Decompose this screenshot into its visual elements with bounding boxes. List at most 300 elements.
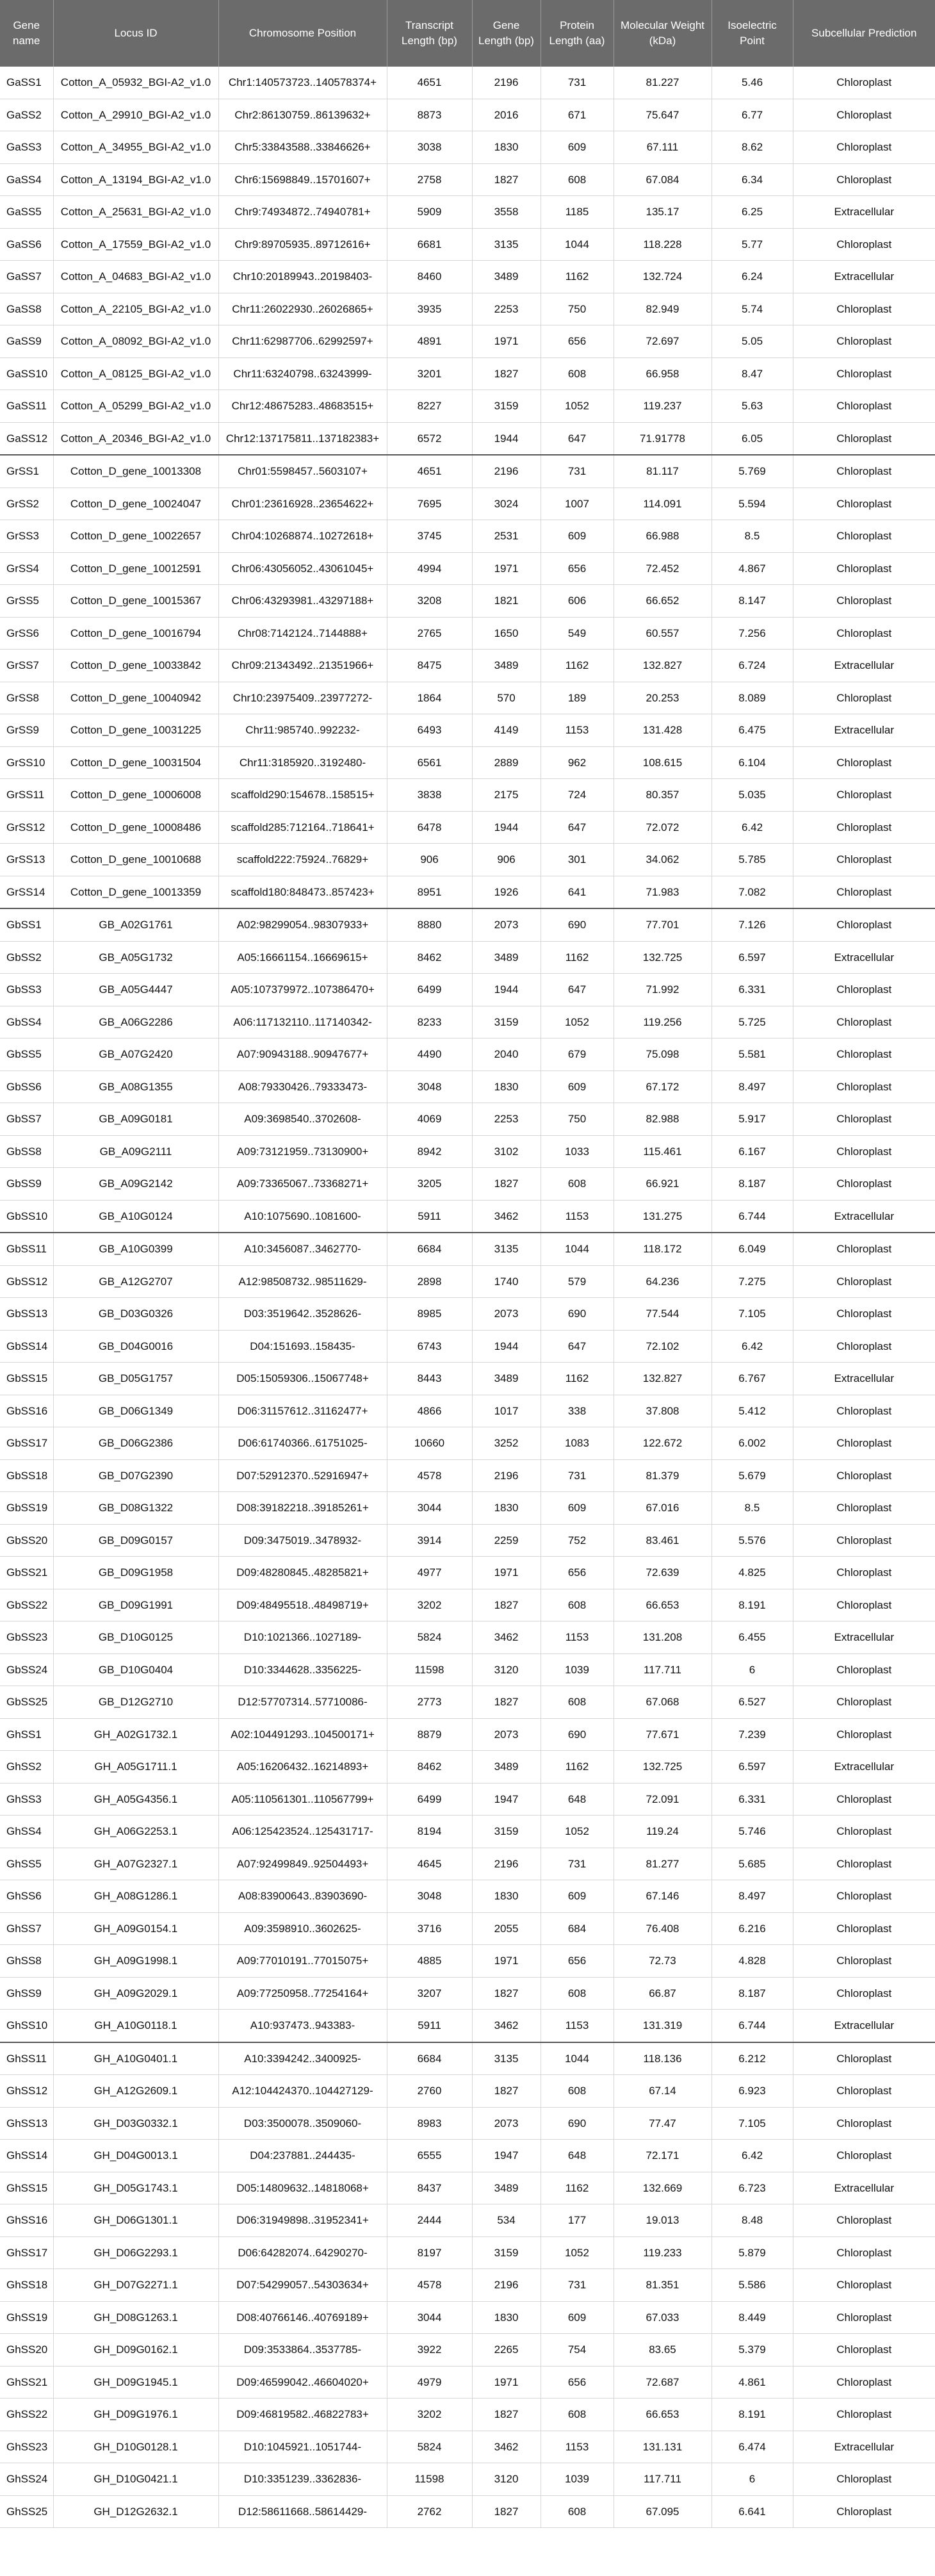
- subcellular-prediction-cell: Chloroplast: [793, 325, 935, 358]
- isoelectric-point-cell: 7.256: [711, 617, 793, 650]
- molecular-weight-cell: 81.379: [614, 1459, 711, 1492]
- molecular-weight-cell: 71.91778: [614, 422, 711, 455]
- isoelectric-point-cell: 8.5: [711, 1492, 793, 1525]
- chromosome-position-cell: A09:73121959..73130900+: [218, 1135, 387, 1168]
- chromosome-position-cell: A09:3698540..3702608-: [218, 1103, 387, 1136]
- locus-id-cell: GH_A05G1711.1: [53, 1751, 218, 1784]
- gene-length-cell: 2073: [472, 908, 541, 941]
- gene-name-cell: GhSS24: [0, 2463, 53, 2496]
- gene-name-cell: GhSS5: [0, 1848, 53, 1880]
- protein-length-cell: 1153: [541, 2010, 614, 2042]
- gene-name-cell: GrSS14: [0, 876, 53, 908]
- gene-length-cell: 2265: [472, 2334, 541, 2367]
- isoelectric-point-cell: 6.167: [711, 1135, 793, 1168]
- isoelectric-point-cell: 6.597: [711, 1751, 793, 1784]
- transcript-length-cell: 8942: [387, 1135, 472, 1168]
- protein-length-cell: 731: [541, 1459, 614, 1492]
- subcellular-prediction-cell: Chloroplast: [793, 99, 935, 131]
- protein-length-cell: 1153: [541, 1621, 614, 1654]
- gene-length-cell: 1830: [472, 1880, 541, 1913]
- table-row: [0, 1686, 935, 1719]
- table-row: [0, 1880, 935, 1913]
- isoelectric-point-cell: 5.725: [711, 1006, 793, 1038]
- isoelectric-point-cell: 6: [711, 1653, 793, 1686]
- transcript-length-cell: 3044: [387, 2301, 472, 2334]
- isoelectric-point-cell: 4.828: [711, 1945, 793, 1978]
- molecular-weight-cell: 77.671: [614, 1718, 711, 1751]
- gene-name-cell: GhSS1: [0, 1718, 53, 1751]
- molecular-weight-cell: 66.921: [614, 1168, 711, 1201]
- molecular-weight-cell: 37.808: [614, 1395, 711, 1427]
- transcript-length-cell: 6499: [387, 1783, 472, 1816]
- molecular-weight-cell: 60.557: [614, 617, 711, 650]
- chromosome-position-cell: A08:83900643..83903690-: [218, 1880, 387, 1913]
- isoelectric-point-cell: 8.147: [711, 585, 793, 618]
- chromosome-position-cell: D08:40766146..40769189+: [218, 2301, 387, 2334]
- protein-length-cell: 1162: [541, 261, 614, 293]
- column-header: Gene Length (bp): [472, 0, 541, 67]
- locus-id-cell: GH_A10G0401.1: [53, 2042, 218, 2075]
- molecular-weight-cell: 80.357: [614, 779, 711, 812]
- locus-id-cell: GH_A10G0118.1: [53, 2010, 218, 2042]
- transcript-length-cell: 6555: [387, 2140, 472, 2172]
- protein-length-cell: 671: [541, 99, 614, 131]
- gene-length-cell: 4149: [472, 714, 541, 747]
- chromosome-position-cell: D03:3500078..3509060-: [218, 2107, 387, 2140]
- gene-length-cell: 3462: [472, 1200, 541, 1233]
- locus-id-cell: GH_D06G2293.1: [53, 2236, 218, 2269]
- gene-length-cell: 1830: [472, 2301, 541, 2334]
- gene-length-cell: 1971: [472, 325, 541, 358]
- chromosome-position-cell: Chr9:89705935..89712616+: [218, 228, 387, 261]
- transcript-length-cell: 3038: [387, 131, 472, 164]
- gene-name-cell: GhSS25: [0, 2495, 53, 2528]
- subcellular-prediction-cell: Chloroplast: [793, 422, 935, 455]
- isoelectric-point-cell: 6.42: [711, 2140, 793, 2172]
- locus-id-cell: GB_A05G4447: [53, 974, 218, 1006]
- column-header: Gene name: [0, 0, 53, 67]
- table-row: [0, 228, 935, 261]
- locus-id-cell: Cotton_D_gene_10008486: [53, 811, 218, 844]
- molecular-weight-cell: 131.208: [614, 1621, 711, 1654]
- chromosome-position-cell: Chr06:43056052..43061045+: [218, 552, 387, 585]
- locus-id-cell: GH_A05G4356.1: [53, 1783, 218, 1816]
- table-row: [0, 1783, 935, 1816]
- chromosome-position-cell: D07:54299057..54303634+: [218, 2269, 387, 2302]
- isoelectric-point-cell: 6.002: [711, 1427, 793, 1460]
- subcellular-prediction-cell: Extracellular: [793, 1200, 935, 1233]
- transcript-length-cell: 8437: [387, 2172, 472, 2204]
- subcellular-prediction-cell: Chloroplast: [793, 1103, 935, 1136]
- gene-length-cell: 1947: [472, 1783, 541, 1816]
- gene-name-cell: GhSS16: [0, 2204, 53, 2237]
- transcript-length-cell: 6743: [387, 1330, 472, 1363]
- locus-id-cell: Cotton_A_05932_BGI-A2_v1.0: [53, 67, 218, 99]
- gene-length-cell: 1944: [472, 422, 541, 455]
- protein-length-cell: 1052: [541, 1816, 614, 1848]
- molecular-weight-cell: 72.452: [614, 552, 711, 585]
- table-row: [0, 1848, 935, 1880]
- molecular-weight-cell: 75.098: [614, 1038, 711, 1071]
- chromosome-position-cell: A02:98299054..98307933+: [218, 908, 387, 941]
- column-header: Transcript Length (bp): [387, 0, 472, 67]
- transcript-length-cell: 4979: [387, 2366, 472, 2399]
- protein-length-cell: 648: [541, 2140, 614, 2172]
- protein-length-cell: 656: [541, 1945, 614, 1978]
- protein-length-cell: 608: [541, 1589, 614, 1621]
- locus-id-cell: GH_D07G2271.1: [53, 2269, 218, 2302]
- column-header: Subcellular Prediction: [793, 0, 935, 67]
- molecular-weight-cell: 82.988: [614, 1103, 711, 1136]
- table-row: [0, 99, 935, 131]
- isoelectric-point-cell: 6.24: [711, 261, 793, 293]
- table-row: [0, 325, 935, 358]
- locus-id-cell: Cotton_D_gene_10013359: [53, 876, 218, 908]
- table-row: [0, 1945, 935, 1978]
- subcellular-prediction-cell: Chloroplast: [793, 1686, 935, 1719]
- transcript-length-cell: 2898: [387, 1265, 472, 1298]
- table-row: [0, 2172, 935, 2204]
- isoelectric-point-cell: 6.474: [711, 2431, 793, 2463]
- protein-length-cell: 1162: [541, 1751, 614, 1784]
- locus-id-cell: GH_D09G0162.1: [53, 2334, 218, 2367]
- isoelectric-point-cell: 6.723: [711, 2172, 793, 2204]
- molecular-weight-cell: 118.228: [614, 228, 711, 261]
- gene-name-cell: GrSS4: [0, 552, 53, 585]
- gene-name-cell: GrSS10: [0, 746, 53, 779]
- table-row: [0, 390, 935, 423]
- transcript-length-cell: 2773: [387, 1686, 472, 1719]
- molecular-weight-cell: 67.033: [614, 2301, 711, 2334]
- chromosome-position-cell: D04:151693..158435-: [218, 1330, 387, 1363]
- subcellular-prediction-cell: Chloroplast: [793, 1427, 935, 1460]
- subcellular-prediction-cell: Chloroplast: [793, 1880, 935, 1913]
- transcript-length-cell: 8194: [387, 1816, 472, 1848]
- gene-name-cell: GbSS15: [0, 1363, 53, 1395]
- protein-length-cell: 1044: [541, 1233, 614, 1265]
- table-row: [0, 617, 935, 650]
- chromosome-position-cell: A07:90943188..90947677+: [218, 1038, 387, 1071]
- subcellular-prediction-cell: Extracellular: [793, 2431, 935, 2463]
- subcellular-prediction-cell: Chloroplast: [793, 1168, 935, 1201]
- chromosome-position-cell: Chr11:62987706..62992597+: [218, 325, 387, 358]
- isoelectric-point-cell: 8.62: [711, 131, 793, 164]
- isoelectric-point-cell: 6.05: [711, 422, 793, 455]
- gene-name-cell: GbSS3: [0, 974, 53, 1006]
- molecular-weight-cell: 81.227: [614, 67, 711, 99]
- molecular-weight-cell: 117.711: [614, 2463, 711, 2496]
- molecular-weight-cell: 66.87: [614, 1977, 711, 2010]
- isoelectric-point-cell: 6.923: [711, 2075, 793, 2108]
- subcellular-prediction-cell: Chloroplast: [793, 390, 935, 423]
- protein-length-cell: 731: [541, 67, 614, 99]
- protein-length-cell: 731: [541, 1848, 614, 1880]
- locus-id-cell: Cotton_A_20346_BGI-A2_v1.0: [53, 422, 218, 455]
- chromosome-position-cell: D06:64282074..64290270-: [218, 2236, 387, 2269]
- locus-id-cell: Cotton_A_05299_BGI-A2_v1.0: [53, 390, 218, 423]
- gene-name-cell: GaSS5: [0, 196, 53, 229]
- transcript-length-cell: 8443: [387, 1363, 472, 1395]
- molecular-weight-cell: 132.724: [614, 261, 711, 293]
- table-row: [0, 488, 935, 520]
- gene-length-cell: 3489: [472, 2172, 541, 2204]
- table-row: [0, 1038, 935, 1071]
- locus-id-cell: GB_D10G0404: [53, 1653, 218, 1686]
- gene-name-cell: GbSS24: [0, 1653, 53, 1686]
- chromosome-position-cell: D12:57707314..57710086-: [218, 1686, 387, 1719]
- transcript-length-cell: 6684: [387, 2042, 472, 2075]
- isoelectric-point-cell: 8.5: [711, 520, 793, 553]
- subcellular-prediction-cell: Chloroplast: [793, 1265, 935, 1298]
- isoelectric-point-cell: 5.035: [711, 779, 793, 812]
- gene-name-cell: GaSS9: [0, 325, 53, 358]
- subcellular-prediction-cell: Chloroplast: [793, 1233, 935, 1265]
- isoelectric-point-cell: 8.449: [711, 2301, 793, 2334]
- subcellular-prediction-cell: Chloroplast: [793, 779, 935, 812]
- gene-length-cell: 3120: [472, 2463, 541, 2496]
- chromosome-position-cell: Chr5:33843588..33846626+: [218, 131, 387, 164]
- gene-length-cell: 1944: [472, 811, 541, 844]
- table-row: [0, 1233, 935, 1265]
- transcript-length-cell: 4891: [387, 325, 472, 358]
- isoelectric-point-cell: 7.126: [711, 908, 793, 941]
- table-row: [0, 163, 935, 196]
- table-row: [0, 1395, 935, 1427]
- transcript-length-cell: 5911: [387, 1200, 472, 1233]
- subcellular-prediction-cell: Chloroplast: [793, 1038, 935, 1071]
- table-row: [0, 876, 935, 908]
- isoelectric-point-cell: 6.049: [711, 1233, 793, 1265]
- subcellular-prediction-cell: Extracellular: [793, 196, 935, 229]
- molecular-weight-cell: 66.988: [614, 520, 711, 553]
- column-header: Protein Length (aa): [541, 0, 614, 67]
- chromosome-position-cell: Chr06:43293981..43297188+: [218, 585, 387, 618]
- isoelectric-point-cell: 6.25: [711, 196, 793, 229]
- chromosome-position-cell: D09:46599042..46604020+: [218, 2366, 387, 2399]
- transcript-length-cell: 2762: [387, 2495, 472, 2528]
- protein-length-cell: 608: [541, 1977, 614, 2010]
- molecular-weight-cell: 19.013: [614, 2204, 711, 2237]
- locus-id-cell: GB_A10G0399: [53, 1233, 218, 1265]
- transcript-length-cell: 3044: [387, 1492, 472, 1525]
- table-row: [0, 1298, 935, 1331]
- locus-id-cell: Cotton_D_gene_10010688: [53, 844, 218, 876]
- gene-length-cell: 1821: [472, 585, 541, 618]
- gene-name-cell: GhSS21: [0, 2366, 53, 2399]
- subcellular-prediction-cell: Chloroplast: [793, 455, 935, 488]
- gene-name-cell: GbSS1: [0, 908, 53, 941]
- chromosome-position-cell: scaffold290:154678..158515+: [218, 779, 387, 812]
- gene-length-cell: 3159: [472, 1006, 541, 1038]
- gene-length-cell: 3489: [472, 1751, 541, 1784]
- table-row: [0, 1200, 935, 1233]
- transcript-length-cell: 5909: [387, 196, 472, 229]
- table-row: [0, 1912, 935, 1945]
- molecular-weight-cell: 67.14: [614, 2075, 711, 2108]
- gene-name-cell: GhSS12: [0, 2075, 53, 2108]
- table-row: [0, 650, 935, 682]
- protein-length-cell: 684: [541, 1912, 614, 1945]
- isoelectric-point-cell: 4.861: [711, 2366, 793, 2399]
- chromosome-position-cell: D04:237881..244435-: [218, 2140, 387, 2172]
- gene-name-cell: GrSS9: [0, 714, 53, 747]
- chromosome-position-cell: Chr9:74934872..74940781+: [218, 196, 387, 229]
- gene-name-cell: GhSS7: [0, 1912, 53, 1945]
- locus-id-cell: GB_A06G2286: [53, 1006, 218, 1038]
- locus-id-cell: GB_A09G0181: [53, 1103, 218, 1136]
- subcellular-prediction-cell: Extracellular: [793, 941, 935, 974]
- isoelectric-point-cell: 5.46: [711, 67, 793, 99]
- subcellular-prediction-cell: Chloroplast: [793, 1492, 935, 1525]
- chromosome-position-cell: D05:15059306..15067748+: [218, 1363, 387, 1395]
- table-row: [0, 2042, 935, 2075]
- chromosome-position-cell: D10:1045921..1051744-: [218, 2431, 387, 2463]
- gene-length-cell: 3462: [472, 2431, 541, 2463]
- table-row: [0, 261, 935, 293]
- molecular-weight-cell: 132.725: [614, 1751, 711, 1784]
- protein-length-cell: 690: [541, 2107, 614, 2140]
- gene-length-cell: 2196: [472, 1848, 541, 1880]
- isoelectric-point-cell: 6.34: [711, 163, 793, 196]
- gene-length-cell: 2055: [472, 1912, 541, 1945]
- transcript-length-cell: 3202: [387, 2399, 472, 2431]
- molecular-weight-cell: 66.653: [614, 1589, 711, 1621]
- isoelectric-point-cell: 6.744: [711, 2010, 793, 2042]
- chromosome-position-cell: D09:3533864..3537785-: [218, 2334, 387, 2367]
- molecular-weight-cell: 108.615: [614, 746, 711, 779]
- table-row: [0, 1363, 935, 1395]
- locus-id-cell: GB_D07G2390: [53, 1459, 218, 1492]
- isoelectric-point-cell: 6.724: [711, 650, 793, 682]
- table-row: [0, 1621, 935, 1654]
- molecular-weight-cell: 76.408: [614, 1912, 711, 1945]
- locus-id-cell: GB_A07G2420: [53, 1038, 218, 1071]
- molecular-weight-cell: 119.24: [614, 1816, 711, 1848]
- gene-length-cell: 1827: [472, 1589, 541, 1621]
- gene-length-cell: 1827: [472, 357, 541, 390]
- subcellular-prediction-cell: Chloroplast: [793, 520, 935, 553]
- gene-name-cell: GaSS6: [0, 228, 53, 261]
- protein-length-cell: 690: [541, 908, 614, 941]
- table-body: [0, 67, 935, 2528]
- gene-length-cell: 1971: [472, 1557, 541, 1589]
- table-row: [0, 1330, 935, 1363]
- table-row: [0, 1816, 935, 1848]
- transcript-length-cell: 6572: [387, 422, 472, 455]
- molecular-weight-cell: 72.171: [614, 2140, 711, 2172]
- locus-id-cell: GH_D05G1743.1: [53, 2172, 218, 2204]
- transcript-length-cell: 4578: [387, 2269, 472, 2302]
- chromosome-position-cell: A09:73365067..73368271+: [218, 1168, 387, 1201]
- chromosome-position-cell: A10:1075690..1081600-: [218, 1200, 387, 1233]
- molecular-weight-cell: 72.639: [614, 1557, 711, 1589]
- molecular-weight-cell: 72.697: [614, 325, 711, 358]
- chromosome-position-cell: D07:52912370..52916947+: [218, 1459, 387, 1492]
- subcellular-prediction-cell: Chloroplast: [793, 163, 935, 196]
- gene-length-cell: 1926: [472, 876, 541, 908]
- gene-length-cell: 2175: [472, 779, 541, 812]
- chromosome-position-cell: A05:110561301..110567799+: [218, 1783, 387, 1816]
- table-row: [0, 908, 935, 941]
- chromosome-position-cell: Chr11:985740..992232-: [218, 714, 387, 747]
- gene-name-cell: GhSS11: [0, 2042, 53, 2075]
- subcellular-prediction-cell: Extracellular: [793, 1621, 935, 1654]
- subcellular-prediction-cell: Chloroplast: [793, 67, 935, 99]
- subcellular-prediction-cell: Chloroplast: [793, 1718, 935, 1751]
- gene-length-cell: 2531: [472, 520, 541, 553]
- locus-id-cell: GB_A10G0124: [53, 1200, 218, 1233]
- gene-name-cell: GbSS9: [0, 1168, 53, 1201]
- locus-id-cell: GB_D09G1991: [53, 1589, 218, 1621]
- gene-length-cell: 1740: [472, 1265, 541, 1298]
- gene-name-cell: GbSS25: [0, 1686, 53, 1719]
- chromosome-position-cell: D09:3475019..3478932-: [218, 1524, 387, 1557]
- protein-length-cell: 609: [541, 1880, 614, 1913]
- transcript-length-cell: 8197: [387, 2236, 472, 2269]
- gene-name-cell: GhSS9: [0, 1977, 53, 2010]
- protein-length-cell: 656: [541, 2366, 614, 2399]
- molecular-weight-cell: 66.958: [614, 357, 711, 390]
- molecular-weight-cell: 132.669: [614, 2172, 711, 2204]
- gene-length-cell: 2253: [472, 293, 541, 325]
- table-row: [0, 2431, 935, 2463]
- chromosome-position-cell: A05:16206432..16214893+: [218, 1751, 387, 1784]
- gene-length-cell: 1947: [472, 2140, 541, 2172]
- protein-length-cell: 609: [541, 1492, 614, 1525]
- molecular-weight-cell: 135.17: [614, 196, 711, 229]
- locus-id-cell: Cotton_A_08125_BGI-A2_v1.0: [53, 357, 218, 390]
- isoelectric-point-cell: 6: [711, 2463, 793, 2496]
- protein-length-cell: 1185: [541, 196, 614, 229]
- protein-length-cell: 754: [541, 2334, 614, 2367]
- isoelectric-point-cell: 8.497: [711, 1880, 793, 1913]
- chromosome-position-cell: A02:104491293..104500171+: [218, 1718, 387, 1751]
- molecular-weight-cell: 66.653: [614, 2399, 711, 2431]
- molecular-weight-cell: 66.652: [614, 585, 711, 618]
- isoelectric-point-cell: 7.105: [711, 2107, 793, 2140]
- locus-id-cell: GB_D10G0125: [53, 1621, 218, 1654]
- transcript-length-cell: 3207: [387, 1977, 472, 2010]
- table-row: [0, 974, 935, 1006]
- gene-name-cell: GbSS13: [0, 1298, 53, 1331]
- subcellular-prediction-cell: Chloroplast: [793, 2236, 935, 2269]
- gene-name-cell: GbSS18: [0, 1459, 53, 1492]
- gene-name-cell: GbSS6: [0, 1071, 53, 1103]
- protein-length-cell: 608: [541, 163, 614, 196]
- isoelectric-point-cell: 7.082: [711, 876, 793, 908]
- isoelectric-point-cell: 7.275: [711, 1265, 793, 1298]
- molecular-weight-cell: 131.131: [614, 2431, 711, 2463]
- gene-length-cell: 1830: [472, 131, 541, 164]
- isoelectric-point-cell: 6.767: [711, 1363, 793, 1395]
- protein-length-cell: 1044: [541, 2042, 614, 2075]
- molecular-weight-cell: 72.072: [614, 811, 711, 844]
- isoelectric-point-cell: 6.216: [711, 1912, 793, 1945]
- protein-length-cell: 608: [541, 2075, 614, 2108]
- table-row: [0, 682, 935, 714]
- isoelectric-point-cell: 8.089: [711, 682, 793, 714]
- gene-name-cell: GbSS21: [0, 1557, 53, 1589]
- gene-name-cell: GhSS18: [0, 2269, 53, 2302]
- gene-length-cell: 1971: [472, 552, 541, 585]
- gene-name-cell: GrSS7: [0, 650, 53, 682]
- isoelectric-point-cell: 6.212: [711, 2042, 793, 2075]
- column-header: Isoelectric Point: [711, 0, 793, 67]
- protein-length-cell: 1052: [541, 390, 614, 423]
- table-row: [0, 1977, 935, 2010]
- gene-length-cell: 1017: [472, 1395, 541, 1427]
- gene-name-cell: GbSS5: [0, 1038, 53, 1071]
